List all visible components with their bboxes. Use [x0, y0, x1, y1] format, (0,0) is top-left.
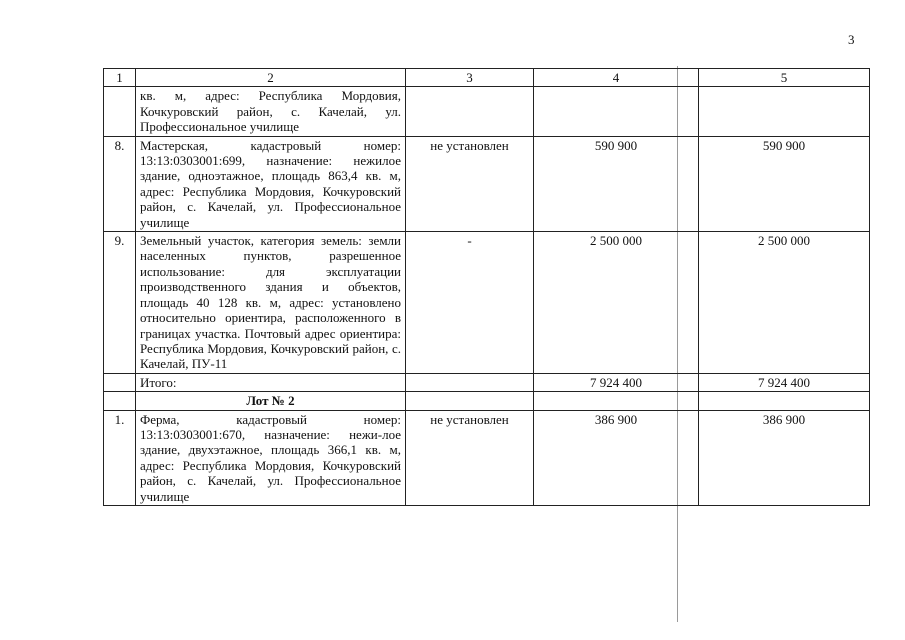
row-col3: не установлен: [406, 136, 534, 231]
row-col4: [534, 87, 699, 136]
row-col3: не установлен: [406, 410, 534, 505]
column-number: 4: [534, 69, 699, 87]
row-col5: 590 900: [699, 136, 870, 231]
column-number: 5: [699, 69, 870, 87]
row-number: 9.: [104, 232, 136, 374]
total-col5: 7 924 400: [699, 373, 870, 391]
column-number: 1: [104, 69, 136, 87]
page-number: 3: [848, 32, 855, 47]
lot-title-col4: [534, 392, 699, 410]
row-number: [104, 87, 136, 136]
row-col4: 590 900: [534, 136, 699, 231]
lot-title-col3: [406, 392, 534, 410]
row-number: 1.: [104, 410, 136, 505]
lot-title: Лот № 2: [136, 392, 406, 410]
property-table: [103, 68, 870, 506]
total-label: Итого:: [136, 373, 406, 391]
row-description: кв. м, адрес: Республика Мордовия, Кочкуровский район, с. Качелай, ул. Профессиональное училище: [136, 87, 406, 136]
row-col4: 386 900: [534, 410, 699, 505]
lot-title-col5: [699, 392, 870, 410]
row-col3: [406, 87, 534, 136]
row-col5: [699, 87, 870, 136]
total-col4: 7 924 400: [534, 373, 699, 391]
table-row: [104, 136, 870, 231]
lot-title-row: [104, 392, 870, 410]
row-col3: -: [406, 232, 534, 374]
total-number: [104, 373, 136, 391]
row-number: 8.: [104, 136, 136, 231]
table-row: [104, 232, 870, 374]
table-row: [104, 87, 870, 136]
column-number: 3: [406, 69, 534, 87]
row-col5: 386 900: [699, 410, 870, 505]
row-description: Ферма, кадастровый номер: 13:13:0303001:670, назначение: нежи-лое здание, двухэтажное, площадь 366,1 кв. м, адрес: Республика Мордовия, Кочкуровский район, с. Качелай, ул. Профессиональное училище: [136, 410, 406, 505]
total-row: [104, 373, 870, 391]
table-row: [104, 410, 870, 505]
total-col3: [406, 373, 534, 391]
row-col4: 2 500 000: [534, 232, 699, 374]
row-description: Земельный участок, категория земель: земли населенных пунктов, разрешенное использование: для эксплуатации производственного здания и объектов, площадь 40 128 кв. м, адрес: установлено относительно ориентира, расположенного в границах участка. Почтовый адрес ориентира: Республика Мордовия, Кочкуровский район, с. Качелай, ПУ-11: [136, 232, 406, 374]
column-number-row: [104, 69, 870, 87]
row-col5: 2 500 000: [699, 232, 870, 374]
row-description: Мастерская, кадастровый номер: 13:13:0303001:699, назначение: нежилое здание, одноэтажное, площадь 863,4 кв. м, адрес: Республика Мордовия, Кочкуровский район, с. Качелай, ул. Профессиональное училище: [136, 136, 406, 231]
lot-title-number: [104, 392, 136, 410]
column-number: 2: [136, 69, 406, 87]
